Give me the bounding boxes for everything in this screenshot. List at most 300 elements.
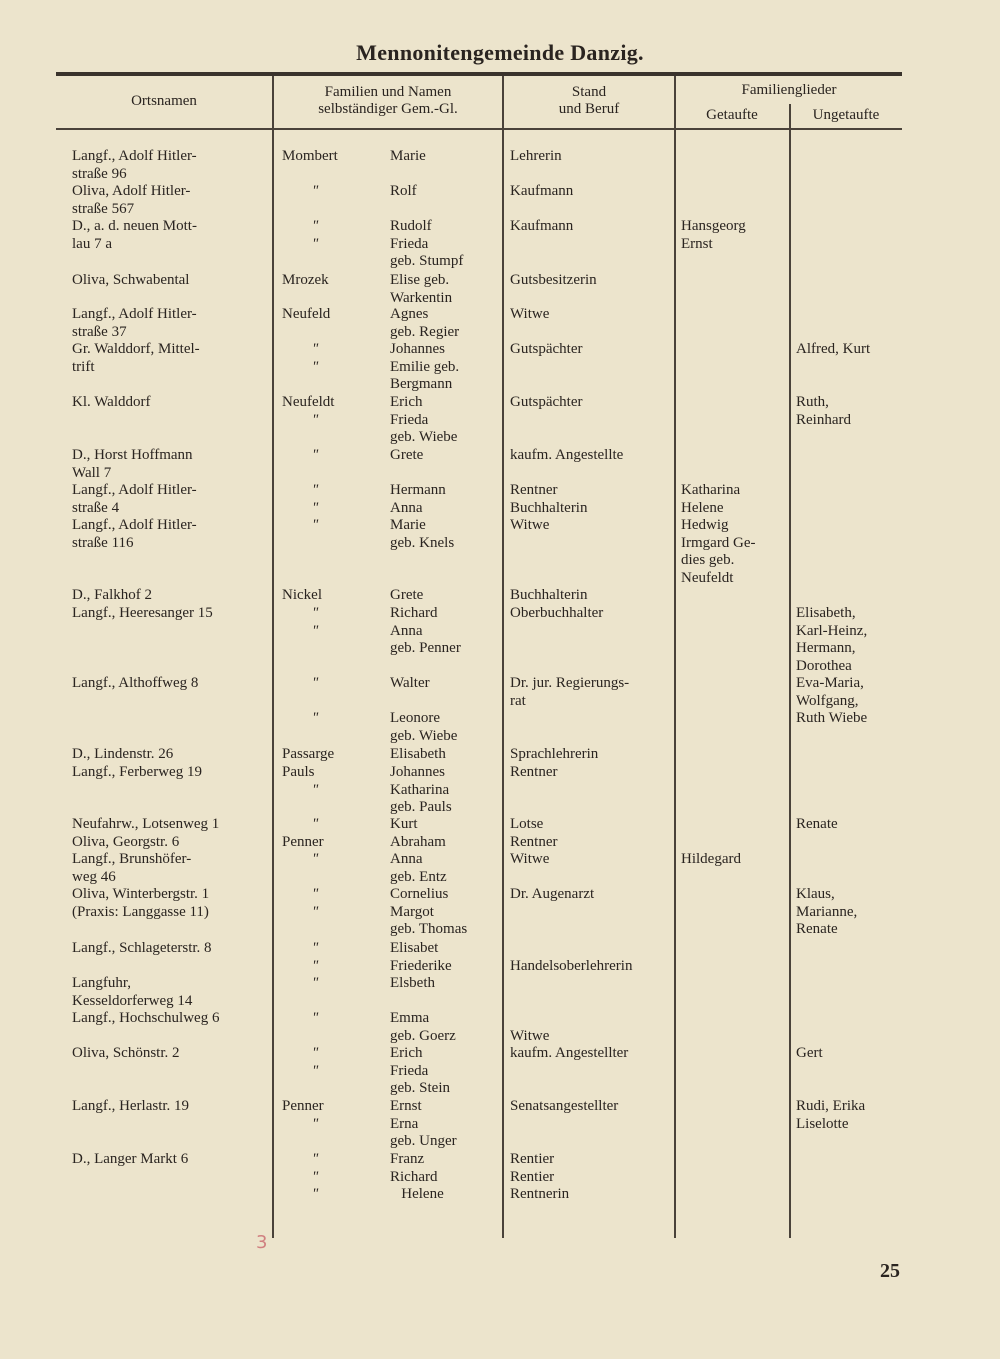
cell-getaufte-line: Ernst xyxy=(681,235,713,252)
cell-stand-beruf xyxy=(510,940,632,975)
cell-ortsname xyxy=(72,183,190,218)
cell-familienname xyxy=(282,851,318,869)
cell-familienname-line: " xyxy=(312,411,319,428)
cell-stand-beruf-line: Rentnerin xyxy=(510,1186,570,1202)
cell-ungetaufte-line: Gert xyxy=(796,1045,823,1061)
cell-familienname xyxy=(282,1045,318,1080)
cell-familienname xyxy=(282,183,318,201)
cell-familienname-line: " xyxy=(312,851,319,867)
cell-familienname-line: " xyxy=(312,975,319,991)
cell-ungetaufte xyxy=(796,675,867,728)
cell-ortsname-line: Langf., Althoffweg 8 xyxy=(72,675,199,691)
cell-stand-beruf xyxy=(510,886,594,904)
cell-stand-beruf xyxy=(510,218,573,236)
cell-ortsname-line: Langf., Hochschulweg 6 xyxy=(72,1010,220,1026)
cell-familienname xyxy=(282,341,318,376)
cell-vorname xyxy=(390,764,452,817)
cell-ortsname-line: Langf., Adolf Hitler- xyxy=(72,148,197,164)
cell-vorname-line xyxy=(390,693,457,711)
column-divider-2 xyxy=(502,76,504,1238)
cell-familienname-line: " xyxy=(312,1115,319,1132)
cell-ungetaufte xyxy=(796,886,857,939)
cell-ortsname-line: straße 116 xyxy=(72,534,134,551)
cell-stand-beruf-line xyxy=(510,940,632,958)
cell-vorname-line: Rudolf xyxy=(390,218,432,234)
cell-vorname xyxy=(390,1151,444,1204)
cell-familienname-line: Mombert xyxy=(282,148,338,164)
cell-ortsname-line: Oliva, Adolf Hitler- xyxy=(72,183,191,199)
cell-ortsname xyxy=(72,851,191,886)
header-getaufte: Getaufte xyxy=(706,107,758,123)
cell-getaufte-line: Helene xyxy=(681,499,724,516)
cell-vorname-line: Friederike xyxy=(390,957,452,974)
cell-stand-beruf-line: Senatsangestellter xyxy=(510,1098,619,1114)
cell-vorname-line: Anna xyxy=(390,622,423,639)
header-familien-line1: Familien und Namen xyxy=(324,84,452,100)
cell-ortsname-line: Langf., Heeresanger 15 xyxy=(72,605,213,621)
cell-ortsname-line: D., Lindenstr. 26 xyxy=(72,746,174,762)
cell-ortsname xyxy=(72,148,197,183)
cell-familienname xyxy=(282,816,318,834)
cell-ortsname-line: Langf., Herlastr. 19 xyxy=(72,1098,190,1114)
cell-vorname xyxy=(390,394,457,447)
cell-vorname xyxy=(390,834,446,852)
cell-ortsname xyxy=(72,482,197,517)
cell-stand-beruf-line: Handelsoberlehrerin xyxy=(510,957,633,974)
cell-familienname-line: " xyxy=(312,903,319,920)
cell-familienname-line xyxy=(282,693,318,711)
cell-familienname-line: Mrozek xyxy=(282,272,329,288)
cell-ortsname xyxy=(72,272,189,290)
cell-familienname-line: " xyxy=(312,940,319,956)
cell-ungetaufte-line: Wolfgang, xyxy=(796,692,859,709)
header-familien xyxy=(274,84,502,118)
cell-stand-beruf-line: Gutsbesitzerin xyxy=(510,272,597,288)
cell-ortsname xyxy=(72,675,198,693)
cell-stand-beruf-line: Oberbuchhalter xyxy=(510,605,604,621)
cell-familienname xyxy=(282,272,329,290)
header-bottom-rule xyxy=(56,128,902,130)
cell-vorname-line: Marie xyxy=(390,148,426,164)
cell-vorname xyxy=(390,1098,457,1151)
cell-getaufte-line: Neufeldt xyxy=(681,569,734,586)
margin-pencil-mark: 3 xyxy=(256,1232,268,1253)
cell-stand-beruf-line: Witwe xyxy=(510,517,550,533)
cell-vorname xyxy=(390,675,457,745)
cell-vorname-line: Hermann xyxy=(390,482,446,498)
cell-vorname-line: Grete xyxy=(390,447,424,463)
cell-ungetaufte xyxy=(796,816,838,834)
column-divider-4 xyxy=(789,104,791,1238)
cell-ungetaufte-line: Reinhard xyxy=(796,411,851,428)
cell-vorname-line: geb. Wiebe xyxy=(390,727,458,744)
cell-ortsname-line: straße 4 xyxy=(72,499,120,516)
cell-ortsname-line: Langf., Schlageterstr. 8 xyxy=(72,940,212,956)
cell-vorname-line: Ernst xyxy=(390,1098,422,1114)
cell-stand-beruf-line: Buchhalterin xyxy=(510,587,588,603)
cell-ungetaufte-line: Liselotte xyxy=(796,1115,849,1132)
cell-vorname xyxy=(390,886,467,939)
cell-stand-beruf-line: Witwe xyxy=(510,851,550,867)
cell-getaufte-line: Katharina xyxy=(681,482,741,498)
cell-ortsname-line: D., Langer Markt 6 xyxy=(72,1151,189,1167)
cell-vorname xyxy=(390,975,435,993)
cell-ortsname-line: Langfuhr, xyxy=(72,975,131,991)
cell-vorname-line: Elisabeth xyxy=(390,746,446,762)
page-number: 25 xyxy=(880,1260,900,1282)
cell-stand-beruf xyxy=(510,1010,549,1045)
cell-familienname-line: Passarge xyxy=(282,746,335,762)
cell-ortsname-line: Langf., Adolf Hitler- xyxy=(72,517,197,533)
cell-vorname-line: geb. Unger xyxy=(390,1133,457,1149)
cell-ortsname xyxy=(72,764,202,782)
cell-vorname xyxy=(390,183,417,201)
cell-vorname-line: Abraham xyxy=(390,834,446,850)
cell-getaufte xyxy=(681,482,740,517)
cell-stand-beruf-line: Rentner xyxy=(510,482,558,498)
cell-vorname-line: Margot xyxy=(390,903,434,920)
cell-familienname xyxy=(282,587,322,605)
header-stand-line1: Stand xyxy=(571,84,607,100)
cell-familienname-line: " xyxy=(312,816,319,832)
header-ungetaufte: Ungetaufte xyxy=(812,107,880,123)
cell-stand-beruf-line: Gutspächter xyxy=(510,394,583,410)
cell-getaufte-line: Hildegard xyxy=(681,851,741,867)
cell-ortsname xyxy=(72,341,200,376)
cell-familienname-line: Pauls xyxy=(282,764,315,780)
cell-ortsname-line: Oliva, Winterbergstr. 1 xyxy=(72,886,210,902)
cell-stand-beruf xyxy=(510,306,549,324)
cell-vorname-line: Warkentin xyxy=(390,289,453,306)
cell-stand-beruf xyxy=(510,816,543,834)
cell-ungetaufte-line: Karl-Heinz, xyxy=(796,622,868,639)
header-stand-line2: und Beruf xyxy=(558,101,620,117)
cell-stand-beruf xyxy=(510,517,549,535)
cell-ungetaufte-line: Elisabeth, xyxy=(796,605,856,621)
cell-vorname-line: geb. Thomas xyxy=(390,921,468,937)
cell-familienname-line: " xyxy=(312,1186,319,1202)
cell-stand-beruf-line: Dr. jur. Regierungs- xyxy=(510,675,630,691)
cell-familienname xyxy=(282,1098,324,1133)
cell-familienname xyxy=(282,306,330,324)
cell-ortsname xyxy=(72,1098,189,1116)
cell-familienname-line: " xyxy=(312,235,319,252)
cell-familienname-line: " xyxy=(312,1045,319,1061)
cell-stand-beruf xyxy=(510,1151,569,1204)
cell-vorname-line: Erich xyxy=(390,394,423,410)
cell-ortsname-line: weg 46 xyxy=(72,868,116,885)
cell-familienname-line: Nickel xyxy=(282,587,322,603)
cell-ungetaufte-line: Eva-Maria, xyxy=(796,675,864,691)
cell-ortsname xyxy=(72,605,213,623)
cell-stand-beruf xyxy=(510,587,587,605)
cell-vorname-line: Katharina xyxy=(390,781,450,798)
cell-ortsname-line: D., Horst Hoffmann xyxy=(72,447,193,463)
cell-stand-beruf-line: Rentner xyxy=(510,764,558,780)
cell-stand-beruf-line: rat xyxy=(510,692,526,709)
cell-getaufte-line: Hansgeorg xyxy=(681,218,746,234)
cell-familienname xyxy=(282,886,318,921)
cell-vorname-line: geb. Entz xyxy=(390,868,447,885)
cell-stand-beruf-line: Rentier xyxy=(510,1168,555,1185)
cell-stand-beruf-line: Witwe xyxy=(510,1027,550,1044)
cell-ortsname-line: Neufahrw., Lotsenweg 1 xyxy=(72,816,220,832)
cell-familienname xyxy=(282,675,318,728)
cell-familienname-line: " xyxy=(312,517,319,533)
cell-vorname-line: Kurt xyxy=(390,816,418,832)
cell-vorname-line: Rolf xyxy=(390,183,417,199)
cell-vorname xyxy=(390,605,461,658)
cell-stand-beruf-line: Lehrerin xyxy=(510,148,562,164)
cell-ungetaufte-line: Renate xyxy=(796,921,838,937)
cell-vorname xyxy=(390,341,459,394)
cell-vorname-line: Franz xyxy=(390,1151,425,1167)
cell-familienname xyxy=(282,940,318,975)
cell-vorname-line: geb. Regier xyxy=(390,323,460,340)
cell-ortsname-line: Kl. Walddorf xyxy=(72,394,151,410)
cell-ortsname-line: Kesseldorferweg 14 xyxy=(72,992,193,1009)
cell-ungetaufte xyxy=(796,394,851,429)
cell-ortsname xyxy=(72,940,212,958)
cell-stand-beruf xyxy=(510,148,562,166)
cell-vorname-line: geb. Stumpf xyxy=(390,253,464,269)
cell-vorname xyxy=(390,148,426,166)
cell-ortsname-line: Gr. Walddorf, Mittel- xyxy=(72,341,200,357)
cell-vorname-line: Johannes xyxy=(390,764,445,780)
cell-vorname xyxy=(390,447,423,465)
cell-ortsname-line: straße 37 xyxy=(72,323,127,340)
cell-vorname-line: Richard xyxy=(390,1168,438,1185)
cell-vorname-line: Johannes xyxy=(390,341,445,357)
cell-stand-beruf-line xyxy=(510,1010,549,1028)
cell-vorname-line: Elsbeth xyxy=(390,975,435,991)
cell-familienname xyxy=(282,605,318,640)
cell-stand-beruf-line: Buchhalterin xyxy=(510,499,588,516)
cell-vorname-line: geb. Goerz xyxy=(390,1027,456,1044)
cell-ortsname-line: Oliva, Schönstr. 2 xyxy=(72,1045,180,1061)
cell-familienname xyxy=(282,447,318,465)
cell-familienname-line: " xyxy=(312,358,319,375)
cell-ungetaufte-line: Hermann, xyxy=(796,640,856,656)
header-familienglieder: Familienglieder xyxy=(741,82,837,98)
cell-ungetaufte xyxy=(796,605,867,675)
cell-ungetaufte-line: Renate xyxy=(796,816,838,832)
header-subdivider xyxy=(690,102,890,103)
cell-vorname-line: Marie xyxy=(390,517,426,533)
column-divider-3 xyxy=(674,76,676,1238)
cell-stand-beruf xyxy=(510,1045,628,1063)
page-title: Mennonitengemeinde Danzig. xyxy=(356,40,644,65)
cell-getaufte xyxy=(681,218,746,253)
cell-familienname-line: " xyxy=(312,605,319,621)
cell-ungetaufte-line: Alfred, Kurt xyxy=(796,341,871,357)
cell-stand-beruf-line: Dr. Augenarzt xyxy=(510,886,595,902)
cell-getaufte-line: dies geb. xyxy=(681,552,735,568)
cell-vorname xyxy=(390,746,446,764)
cell-ortsname-line: Wall 7 xyxy=(72,464,112,481)
cell-ortsname xyxy=(72,447,193,482)
cell-stand-beruf-line: kaufm. Angestellter xyxy=(510,1045,629,1061)
cell-familienname-line: " xyxy=(312,183,319,199)
column-divider-1 xyxy=(272,76,274,1238)
cell-ortsname-line: trift xyxy=(72,358,95,375)
cell-vorname xyxy=(390,306,459,341)
cell-stand-beruf-line: Rentier xyxy=(510,1151,555,1167)
cell-vorname xyxy=(390,1045,450,1098)
cell-ortsname xyxy=(72,1151,188,1169)
cell-ortsname xyxy=(72,394,151,412)
cell-stand-beruf xyxy=(510,834,557,852)
cell-stand-beruf xyxy=(510,605,603,623)
cell-vorname-line: Elise geb. xyxy=(390,272,450,288)
cell-vorname-line: geb. Stein xyxy=(390,1080,450,1096)
cell-vorname xyxy=(390,816,418,834)
header-familien-line2: selbständiger Gem.-Gl. xyxy=(318,101,458,117)
cell-ungetaufte xyxy=(796,341,870,359)
cell-vorname-line: Richard xyxy=(390,605,438,621)
cell-familienname-line: " xyxy=(312,499,319,516)
cell-familienname xyxy=(282,148,338,166)
cell-getaufte xyxy=(681,851,741,869)
cell-vorname-line: Elisabet xyxy=(390,940,439,956)
cell-vorname-line: Grete xyxy=(390,587,424,603)
cell-ortsname-line: straße 96 xyxy=(72,165,127,182)
cell-familienname xyxy=(282,764,318,799)
cell-getaufte-line: Irmgard Ge- xyxy=(681,534,756,551)
cell-stand-beruf-line: Rentner xyxy=(510,834,558,850)
cell-stand-beruf xyxy=(510,272,597,290)
cell-vorname-line: Walter xyxy=(390,675,430,691)
cell-vorname-line: Emilie geb. xyxy=(390,358,460,375)
cell-stand-beruf-line: Gutspächter xyxy=(510,341,583,357)
cell-ungetaufte-line: Rudi, Erika xyxy=(796,1098,866,1114)
cell-familienname xyxy=(282,1010,318,1028)
cell-familienname-line: Neufeld xyxy=(282,306,331,322)
cell-vorname-line: geb. Wiebe xyxy=(390,429,458,445)
cell-familienname xyxy=(282,218,318,253)
cell-stand-beruf xyxy=(510,183,573,201)
cell-familienname-line: " xyxy=(312,1062,319,1079)
cell-familienname-line: " xyxy=(312,341,319,357)
cell-familienname xyxy=(282,975,318,993)
cell-familienname-line: " xyxy=(312,710,319,726)
cell-ortsname xyxy=(72,218,197,253)
cell-familienname-line: " xyxy=(312,957,319,974)
cell-ungetaufte-line: Klaus, xyxy=(796,886,835,902)
cell-ungetaufte xyxy=(796,1098,865,1133)
cell-familienname xyxy=(282,517,318,535)
cell-vorname xyxy=(390,587,423,605)
cell-ortsname xyxy=(72,975,192,1010)
cell-familienname xyxy=(282,746,334,764)
cell-stand-beruf xyxy=(510,394,582,412)
cell-familienname xyxy=(282,1151,318,1204)
cell-stand-beruf xyxy=(510,764,557,782)
cell-ungetaufte-line: Ruth, xyxy=(796,394,829,410)
cell-ortsname-line: Langf., Adolf Hitler- xyxy=(72,482,197,498)
cell-familienname-line: " xyxy=(312,482,319,498)
cell-getaufte xyxy=(681,517,756,587)
cell-vorname-line: Anna xyxy=(390,499,423,516)
cell-familienname-line: " xyxy=(312,1151,319,1167)
cell-ortsname xyxy=(72,587,152,605)
cell-ungetaufte xyxy=(796,1045,823,1063)
cell-getaufte-line: Hedwig xyxy=(681,517,729,533)
cell-familienname-line: " xyxy=(312,218,319,234)
cell-vorname-line: Anna xyxy=(390,851,423,867)
cell-ortsname-line: Langf., Brunshöfer- xyxy=(72,851,192,867)
cell-familienname xyxy=(282,394,334,429)
cell-familienname-line: " xyxy=(312,675,319,691)
header-stand xyxy=(504,84,674,118)
header-ortsnamen: Ortsnamen xyxy=(131,93,197,109)
cell-vorname-line: Frieda xyxy=(390,411,429,428)
cell-vorname-line: geb. Knels xyxy=(390,534,455,551)
cell-stand-beruf xyxy=(510,341,582,359)
cell-stand-beruf xyxy=(510,851,549,869)
cell-ortsname xyxy=(72,886,209,921)
cell-vorname-line: geb. Penner xyxy=(390,640,461,656)
cell-familienname xyxy=(282,834,324,852)
cell-ungetaufte-line: Dorothea xyxy=(796,657,852,674)
cell-ungetaufte-line: Ruth Wiebe xyxy=(796,710,868,726)
cell-vorname xyxy=(390,482,446,517)
cell-vorname xyxy=(390,1010,456,1045)
cell-vorname xyxy=(390,272,452,307)
cell-vorname-line: Frieda xyxy=(390,235,429,252)
cell-stand-beruf-line: kaufm. Angestellte xyxy=(510,447,624,463)
cell-vorname-line: geb. Pauls xyxy=(390,799,452,815)
cell-familienname-line: " xyxy=(312,622,319,639)
cell-ortsname-line: Oliva, Schwabental xyxy=(72,272,190,288)
cell-familienname-line: " xyxy=(312,781,319,798)
cell-stand-beruf-line: Kaufmann xyxy=(510,218,574,234)
cell-ortsname xyxy=(72,306,197,341)
cell-ortsname xyxy=(72,1010,219,1028)
cell-familienname-line: " xyxy=(312,886,319,902)
cell-familienname-line: Penner xyxy=(282,1098,324,1114)
cell-stand-beruf-line: Lotse xyxy=(510,816,544,832)
cell-ortsname-line: D., a. d. neuen Mott- xyxy=(72,218,197,234)
cell-vorname-line: Bergmann xyxy=(390,376,453,392)
cell-familienname-line: " xyxy=(312,1010,319,1026)
cell-ortsname xyxy=(72,834,179,852)
cell-vorname-line: Erich xyxy=(390,1045,423,1061)
cell-vorname xyxy=(390,940,452,975)
cell-ortsname-line: Langf., Ferberweg 19 xyxy=(72,764,202,780)
cell-familienname-line: Neufeldt xyxy=(282,394,335,410)
cell-ortsname-line: Langf., Adolf Hitler- xyxy=(72,306,197,322)
cell-vorname-line: Emma xyxy=(390,1010,430,1026)
cell-stand-beruf xyxy=(510,482,587,517)
cell-ortsname-line: (Praxis: Langgasse 11) xyxy=(72,903,209,920)
cell-stand-beruf-line: Kaufmann xyxy=(510,183,574,199)
cell-stand-beruf xyxy=(510,447,623,465)
cell-vorname xyxy=(390,517,454,552)
cell-familienname-line: " xyxy=(312,1168,319,1185)
cell-ortsname-line: D., Falkhof 2 xyxy=(72,587,152,603)
cell-familienname-line: " xyxy=(312,447,319,463)
cell-stand-beruf xyxy=(510,1098,618,1116)
cell-vorname xyxy=(390,851,447,886)
cell-stand-beruf xyxy=(510,675,629,710)
cell-vorname xyxy=(390,218,463,271)
cell-vorname-line: Cornelius xyxy=(390,886,449,902)
cell-stand-beruf-line: Witwe xyxy=(510,306,550,322)
cell-ortsname-line: Oliva, Georgstr. 6 xyxy=(72,834,180,850)
cell-vorname-line: Frieda xyxy=(390,1062,429,1079)
cell-ortsname xyxy=(72,746,173,764)
